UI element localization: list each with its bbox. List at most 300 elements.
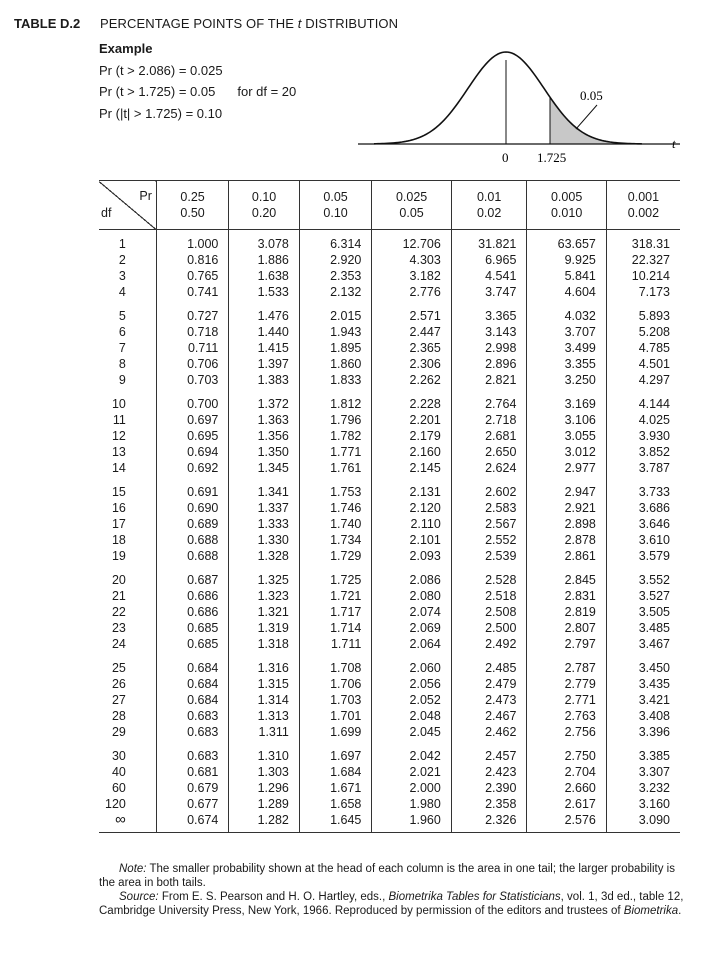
one-tail-prob: 0.001	[627, 190, 660, 204]
value-cell: 3.232	[606, 780, 680, 796]
value-cell: 2.539	[451, 548, 527, 564]
df-cell: 5	[118, 309, 126, 323]
df-cell: 12	[111, 429, 126, 443]
value-cell: 3.355	[527, 356, 606, 372]
value-cell: 1.658	[299, 796, 371, 812]
table-row	[99, 812, 680, 833]
value-cell: 2.750	[527, 740, 606, 764]
table-row	[99, 532, 680, 548]
value-cell: 1.313	[229, 708, 300, 724]
value-cell: 4.541	[451, 268, 527, 284]
value-cell: 1.771	[299, 444, 371, 460]
df-cell: 13	[111, 445, 126, 459]
value-cell: 1.318	[229, 636, 300, 652]
one-tail-prob: 0.005	[550, 190, 583, 204]
value-cell: 2.977	[527, 460, 606, 476]
df-cell: 14	[111, 461, 126, 475]
table-row	[99, 252, 680, 268]
value-cell: 3.733	[606, 476, 680, 500]
df-cell: 17	[111, 517, 126, 531]
value-cell: 1.316	[229, 652, 300, 676]
value-cell: 4.785	[606, 340, 680, 356]
df-cell: 20	[111, 573, 126, 587]
value-cell: 1.886	[229, 252, 300, 268]
zero-label: 0	[502, 150, 509, 165]
column-header	[606, 181, 680, 230]
value-cell: 2.896	[451, 356, 527, 372]
area-pointer	[576, 105, 597, 129]
table-row	[99, 636, 680, 652]
value-cell: 0.741	[156, 284, 228, 300]
value-cell: 0.690	[156, 500, 228, 516]
value-cell: 1.701	[299, 708, 371, 724]
value-cell: 10.214	[606, 268, 680, 284]
df-cell: 2	[118, 253, 126, 267]
table-body	[99, 230, 680, 833]
value-cell: 1.372	[229, 388, 300, 412]
value-cell: 2.467	[451, 708, 527, 724]
table-row	[99, 388, 680, 412]
value-cell: 3.396	[606, 724, 680, 740]
value-cell: 1.699	[299, 724, 371, 740]
value-cell: 2.457	[451, 740, 527, 764]
value-cell: 1.363	[229, 412, 300, 428]
table-row	[99, 652, 680, 676]
table-row	[99, 500, 680, 516]
value-cell: 1.796	[299, 412, 371, 428]
value-cell: 4.604	[527, 284, 606, 300]
source-mid: , vol. 1, 3d ed., table 12, Cambridge University Press, New York, 1966. Reproduced by permission of the editors and trustees of	[99, 891, 684, 917]
one-tail-prob: 0.10	[251, 190, 277, 204]
value-cell: 2.160	[372, 444, 451, 460]
value-cell: 1.303	[229, 764, 300, 780]
value-cell: 0.727	[156, 300, 228, 324]
value-cell: 4.501	[606, 356, 680, 372]
value-cell: 2.552	[451, 532, 527, 548]
value-cell: 2.326	[451, 812, 527, 833]
example-block	[99, 38, 296, 124]
df-cell: 10	[111, 397, 126, 411]
value-cell: 2.145	[372, 460, 451, 476]
corner-cell	[99, 181, 156, 230]
value-cell: 0.711	[156, 340, 228, 356]
table-row	[99, 372, 680, 388]
value-cell: 2.518	[451, 588, 527, 604]
one-tail-prob: 0.025	[395, 190, 428, 204]
value-cell: 1.812	[299, 388, 371, 412]
value-cell: 22.327	[606, 252, 680, 268]
df-cell: 24	[111, 637, 126, 651]
value-cell: 2.831	[527, 588, 606, 604]
example-heading: Example	[99, 41, 153, 56]
caption-text-before: PERCENTAGE POINTS OF THE	[100, 16, 298, 31]
value-cell: 1.476	[229, 300, 300, 324]
value-cell: 2.064	[372, 636, 451, 652]
value-cell: 4.297	[606, 372, 680, 388]
value-cell: 3.307	[606, 764, 680, 780]
caption-text-after: DISTRIBUTION	[301, 16, 399, 31]
value-cell: 2.898	[527, 516, 606, 532]
value-cell: 0.685	[156, 636, 228, 652]
table-row	[99, 740, 680, 764]
source-label: Source:	[119, 891, 159, 903]
value-cell: 2.878	[527, 532, 606, 548]
value-cell: 0.684	[156, 692, 228, 708]
value-cell: 3.686	[606, 500, 680, 516]
value-cell: 4.025	[606, 412, 680, 428]
critical-value-label: 1.725	[537, 150, 567, 165]
value-cell: 1.325	[229, 564, 300, 588]
table-row	[99, 724, 680, 740]
value-cell: 1.782	[299, 428, 371, 444]
value-cell: 2.764	[451, 388, 527, 412]
table-row	[99, 564, 680, 588]
value-cell: 2.797	[527, 636, 606, 652]
value-cell: 2.069	[372, 620, 451, 636]
value-cell: 1.943	[299, 324, 371, 340]
note-label: Note:	[119, 863, 147, 875]
value-cell: 1.725	[299, 564, 371, 588]
value-cell: 2.771	[527, 692, 606, 708]
df-cell: 22	[111, 605, 126, 619]
value-cell: 2.060	[372, 652, 451, 676]
value-cell: 2.131	[372, 476, 451, 500]
table-row	[99, 548, 680, 564]
value-cell: 2.492	[451, 636, 527, 652]
value-cell: 3.930	[606, 428, 680, 444]
value-cell: 3.078	[229, 230, 300, 253]
value-cell: 2.567	[451, 516, 527, 532]
value-cell: 2.479	[451, 676, 527, 692]
value-cell: 0.679	[156, 780, 228, 796]
value-cell: 3.485	[606, 620, 680, 636]
value-cell: 1.345	[229, 460, 300, 476]
value-cell: 2.660	[527, 780, 606, 796]
value-cell: 3.527	[606, 588, 680, 604]
value-cell: 2.056	[372, 676, 451, 692]
value-cell: 2.048	[372, 708, 451, 724]
example-line-3: Pr (|t| > 1.725) = 0.10	[99, 105, 223, 121]
value-cell: 0.689	[156, 516, 228, 532]
df-cell: 18	[111, 533, 126, 547]
value-cell: 2.571	[372, 300, 451, 324]
table-row	[99, 604, 680, 620]
value-cell: 2.617	[527, 796, 606, 812]
corner-pr-label: Pr	[139, 189, 152, 203]
table-row	[99, 300, 680, 324]
one-tail-prob: 0.25	[180, 190, 205, 204]
two-tail-prob: 0.10	[323, 206, 348, 220]
value-cell: 0.685	[156, 620, 228, 636]
value-cell: 1.415	[229, 340, 300, 356]
value-cell: 3.182	[372, 268, 451, 284]
value-cell: 0.692	[156, 460, 228, 476]
value-cell: 1.638	[229, 268, 300, 284]
df-cell: 7	[118, 341, 126, 355]
two-tail-prob: 0.002	[627, 206, 660, 220]
value-cell: 1.706	[299, 676, 371, 692]
df-cell: 30	[111, 749, 126, 763]
t-distribution-table	[99, 180, 680, 833]
table-row	[99, 692, 680, 708]
value-cell: 3.365	[451, 300, 527, 324]
value-cell: 2.120	[372, 500, 451, 516]
value-cell: 12.706	[372, 230, 451, 253]
value-cell: 1.734	[299, 532, 371, 548]
value-cell: 0.706	[156, 356, 228, 372]
df-cell: 26	[111, 677, 126, 691]
value-cell: 1.000	[156, 230, 228, 253]
value-cell: 0.697	[156, 412, 228, 428]
value-cell: 2.704	[527, 764, 606, 780]
value-cell: 1.740	[299, 516, 371, 532]
value-cell: 1.341	[229, 476, 300, 500]
value-cell: 1.356	[229, 428, 300, 444]
value-cell: 3.499	[527, 340, 606, 356]
value-cell: 2.500	[451, 620, 527, 636]
table-row	[99, 340, 680, 356]
table-row	[99, 428, 680, 444]
value-cell: 1.321	[229, 604, 300, 620]
table-caption	[100, 16, 398, 31]
value-cell: 1.714	[299, 620, 371, 636]
one-tail-prob: 0.05	[323, 190, 348, 204]
value-cell: 4.144	[606, 388, 680, 412]
value-cell: 3.421	[606, 692, 680, 708]
value-cell: 1.708	[299, 652, 371, 676]
value-cell: 0.694	[156, 444, 228, 460]
value-cell: 1.314	[229, 692, 300, 708]
value-cell: 1.533	[229, 284, 300, 300]
value-cell: 1.319	[229, 620, 300, 636]
value-cell: 2.485	[451, 652, 527, 676]
value-cell: 2.681	[451, 428, 527, 444]
value-cell: 1.684	[299, 764, 371, 780]
value-cell: 3.450	[606, 652, 680, 676]
value-cell: 6.965	[451, 252, 527, 268]
value-cell: 0.700	[156, 388, 228, 412]
value-cell: 5.841	[527, 268, 606, 284]
table-row	[99, 412, 680, 428]
value-cell: 3.055	[527, 428, 606, 444]
table-row	[99, 230, 680, 253]
value-cell: 1.671	[299, 780, 371, 796]
value-cell: 3.579	[606, 548, 680, 564]
value-cell: 3.467	[606, 636, 680, 652]
value-cell: 3.505	[606, 604, 680, 620]
note-paragraph	[99, 862, 691, 890]
value-cell: 3.106	[527, 412, 606, 428]
df-cell: 27	[111, 693, 126, 707]
value-cell: 1.960	[372, 812, 451, 833]
value-cell: 2.763	[527, 708, 606, 724]
value-cell: 1.323	[229, 588, 300, 604]
table-row	[99, 708, 680, 724]
table-row	[99, 620, 680, 636]
value-cell: 2.998	[451, 340, 527, 356]
df-cell: 25	[111, 661, 126, 675]
value-cell: 2.353	[299, 268, 371, 284]
table-row	[99, 356, 680, 372]
value-cell: 2.921	[527, 500, 606, 516]
value-cell: 1.328	[229, 548, 300, 564]
value-cell: 2.132	[299, 284, 371, 300]
value-cell: 0.683	[156, 708, 228, 724]
table-row	[99, 444, 680, 460]
corner-df-label: df	[101, 206, 112, 220]
value-cell: 1.833	[299, 372, 371, 388]
area-label: 0.05	[580, 88, 603, 103]
value-cell: 2.390	[451, 780, 527, 796]
two-tail-prob: 0.50	[180, 206, 205, 220]
value-cell: 2.042	[372, 740, 451, 764]
value-cell: 2.462	[451, 724, 527, 740]
value-cell: 0.816	[156, 252, 228, 268]
value-cell: 5.893	[606, 300, 680, 324]
value-cell: 2.093	[372, 548, 451, 564]
caption-variable: t	[297, 16, 302, 31]
value-cell: 3.090	[606, 812, 680, 833]
value-cell: 31.821	[451, 230, 527, 253]
table-row	[99, 796, 680, 812]
value-cell: 0.691	[156, 476, 228, 500]
example-line-2-df: for df = 20	[237, 84, 297, 99]
value-cell: 1.440	[229, 324, 300, 340]
value-cell: 1.337	[229, 500, 300, 516]
df-cell: 15	[111, 485, 126, 499]
value-cell: 2.528	[451, 564, 527, 588]
value-cell: 0.687	[156, 564, 228, 588]
value-cell: 2.821	[451, 372, 527, 388]
value-cell: 0.703	[156, 372, 228, 388]
value-cell: 2.861	[527, 548, 606, 564]
example-line-2	[99, 81, 296, 103]
value-cell: 2.819	[527, 604, 606, 620]
value-cell: 5.208	[606, 324, 680, 340]
value-cell: 1.746	[299, 500, 371, 516]
source-title: Biometrika Tables for Statisticians	[388, 891, 561, 903]
value-cell: 1.753	[299, 476, 371, 500]
value-cell: 2.262	[372, 372, 451, 388]
value-cell: 2.358	[451, 796, 527, 812]
value-cell: 2.508	[451, 604, 527, 620]
value-cell: 1.315	[229, 676, 300, 692]
df-cell: 60	[111, 781, 126, 795]
one-tail-prob: 0.01	[476, 190, 502, 204]
df-cell: 23	[111, 621, 126, 635]
value-cell: 2.776	[372, 284, 451, 300]
df-cell: 28	[111, 709, 126, 723]
df-cell: 3	[118, 269, 126, 283]
value-cell: 2.787	[527, 652, 606, 676]
value-cell: 2.179	[372, 428, 451, 444]
value-cell: 1.397	[229, 356, 300, 372]
source-pre: From E. S. Pearson and H. O. Hartley, eds.,	[158, 891, 389, 903]
df-cell: 21	[111, 589, 126, 603]
value-cell: 2.473	[451, 692, 527, 708]
value-cell: 4.032	[527, 300, 606, 324]
value-cell: 3.160	[606, 796, 680, 812]
value-cell: 1.289	[229, 796, 300, 812]
value-cell: 1.980	[372, 796, 451, 812]
value-cell: 2.052	[372, 692, 451, 708]
value-cell: 3.143	[451, 324, 527, 340]
value-cell: 1.711	[299, 636, 371, 652]
two-tail-prob: 0.010	[550, 206, 583, 220]
value-cell: 2.624	[451, 460, 527, 476]
value-cell: 3.552	[606, 564, 680, 588]
df-cell: 29	[111, 725, 126, 739]
value-cell: 2.015	[299, 300, 371, 324]
value-cell: 2.845	[527, 564, 606, 588]
value-cell: 0.695	[156, 428, 228, 444]
value-cell: 2.045	[372, 724, 451, 740]
value-cell: 1.703	[299, 692, 371, 708]
value-cell: 2.920	[299, 252, 371, 268]
table-row	[99, 460, 680, 476]
value-cell: 3.646	[606, 516, 680, 532]
df-cell: 11	[112, 413, 126, 427]
value-cell: 2.000	[372, 780, 451, 796]
footnotes	[99, 862, 691, 918]
value-cell: 0.688	[156, 532, 228, 548]
t-distribution-figure	[350, 30, 685, 170]
value-cell: 1.860	[299, 356, 371, 372]
table-row	[99, 284, 680, 300]
value-cell: 0.674	[156, 812, 228, 833]
value-cell: 2.602	[451, 476, 527, 500]
note-text: The smaller probability shown at the head of each column is the area in one tail; the larger probability is the area in both tails.	[99, 863, 675, 889]
column-header	[451, 181, 527, 230]
value-cell: 1.645	[299, 812, 371, 833]
value-cell: 0.683	[156, 740, 228, 764]
value-cell: 0.765	[156, 268, 228, 284]
table-row	[99, 780, 680, 796]
value-cell: 7.173	[606, 284, 680, 300]
value-cell: 2.110	[372, 516, 451, 532]
value-cell: 1.330	[229, 532, 300, 548]
value-cell: 3.012	[527, 444, 606, 460]
table-row	[99, 476, 680, 500]
value-cell: 2.947	[527, 476, 606, 500]
two-tail-prob: 0.20	[251, 206, 277, 220]
value-cell: 1.311	[229, 724, 300, 740]
df-cell: 120	[105, 797, 126, 811]
value-cell: 1.729	[299, 548, 371, 564]
source-journal: Biometrika	[623, 905, 679, 917]
value-cell: 1.721	[299, 588, 371, 604]
value-cell: 6.314	[299, 230, 371, 253]
table-row	[99, 268, 680, 284]
value-cell: 0.683	[156, 724, 228, 740]
df-cell: ∞	[99, 812, 156, 833]
value-cell: 318.31	[606, 230, 680, 253]
df-cell: 9	[118, 373, 126, 387]
value-cell: 3.250	[527, 372, 606, 388]
two-tail-prob: 0.05	[399, 206, 424, 220]
source-paragraph	[99, 890, 691, 918]
value-cell: 2.718	[451, 412, 527, 428]
value-cell: 2.228	[372, 388, 451, 412]
value-cell: 1.310	[229, 740, 300, 764]
table-row	[99, 588, 680, 604]
two-tail-prob: 0.02	[476, 206, 502, 220]
value-cell: 2.306	[372, 356, 451, 372]
value-cell: 1.717	[299, 604, 371, 620]
value-cell: 0.718	[156, 324, 228, 340]
value-cell: 2.086	[372, 564, 451, 588]
value-cell: 0.684	[156, 676, 228, 692]
